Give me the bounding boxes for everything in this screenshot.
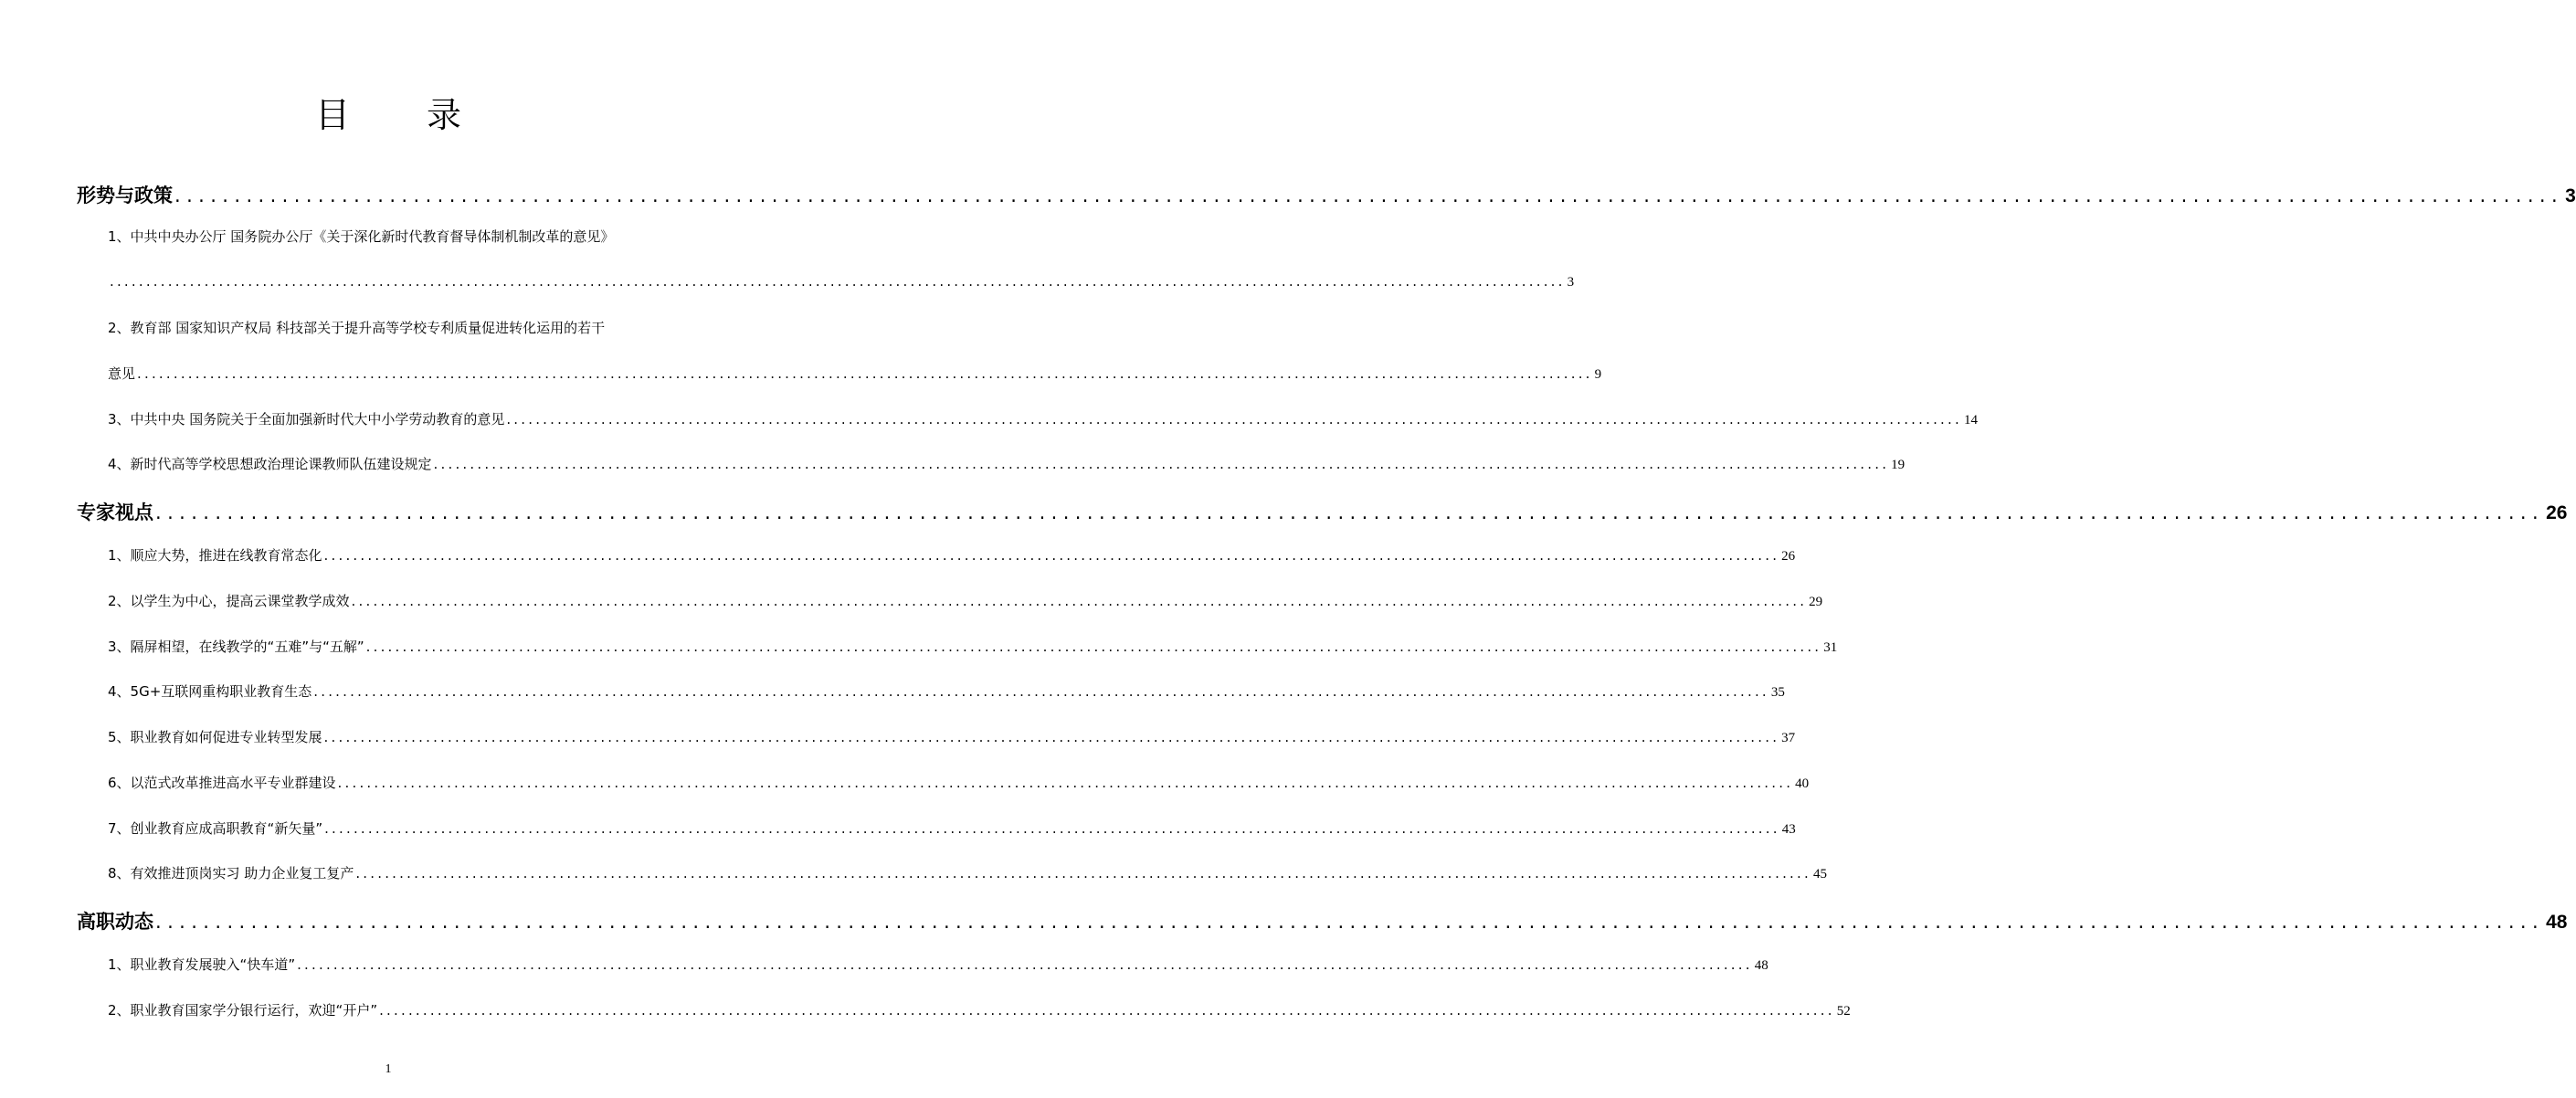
toc-item[interactable] <box>108 409 1978 431</box>
toc-item[interactable] <box>108 454 1906 476</box>
toc-item-page: 40 <box>1795 776 1810 791</box>
toc-item-page: 52 <box>1836 1004 1851 1019</box>
toc-item-page: 43 <box>1781 822 1796 837</box>
toc-item-page: 26 <box>1781 549 1796 564</box>
toc-item-text: 8、有效推进顶岗实习 助力企业复工复产 <box>108 865 354 882</box>
toc-item-page: 45 <box>1812 867 1827 882</box>
dot-leader: ........................................................................................................................................................................................................ <box>174 185 2564 206</box>
toc-item-page: 19 <box>1891 458 1906 472</box>
toc-item-page: 29 <box>1809 595 1823 609</box>
dot-leader: ........................................................................................................................................................................................................ <box>379 1002 1835 1019</box>
toc-item[interactable] <box>108 637 1838 659</box>
toc-item-page: 37 <box>1781 731 1796 745</box>
toc-item-page: 48 <box>1754 958 1768 973</box>
section-label: 专家视点 <box>77 501 153 523</box>
toc-item-text: 3、中共中央 国务院关于全面加强新时代大中小学劳动教育的意见 <box>108 411 505 428</box>
toc-item-page: 9 <box>1594 367 1602 382</box>
toc-item[interactable] <box>108 364 1602 385</box>
dot-leader: ........................................................................................................................................................................................................ <box>323 729 1780 745</box>
toc-item-page: 14 <box>1963 413 1978 428</box>
toc-item-page: 35 <box>1770 685 1785 700</box>
toc-item-text: 6、以范式改革推进高水平专业群建设 <box>108 775 336 791</box>
dot-leader: ........................................................................................................................................................................................................ <box>155 501 2545 523</box>
dot-leader: ........................................................................................................................................................................................................ <box>337 775 1794 791</box>
dot-leader: ........................................................................................................................................................................................................ <box>313 683 1769 700</box>
toc-item[interactable] <box>108 818 1796 840</box>
page-title: 目 录 <box>314 95 495 135</box>
toc-item-text[interactable]: 1、中共中央办公厅 国务院办公厅《关于深化新时代教育督导体制机制改革的意见》 <box>108 228 615 245</box>
toc-item[interactable] <box>108 773 1810 795</box>
section-page-number: 26 <box>2546 502 2568 523</box>
section-page-number: 3 <box>2565 185 2576 206</box>
dot-leader: ........................................................................................................................................................................................................ <box>110 273 1566 290</box>
toc-item-text: 1、职业教育发展驶入“快车道” <box>108 956 296 973</box>
toc-item-text: 1、顺应大势，推进在线教育常态化 <box>108 547 322 564</box>
toc-item[interactable] <box>108 545 1796 567</box>
toc-item[interactable] <box>108 727 1796 749</box>
dot-leader: ........................................................................................................................................................................................................ <box>365 639 1822 655</box>
section-page-number: 48 <box>2546 912 2568 933</box>
toc-item-text: 4、新时代高等学校思想政治理论课教师队伍建设规定 <box>108 456 432 472</box>
dot-leader: ........................................................................................................................................................................................................ <box>137 365 1593 382</box>
toc-item-text: 2、以学生为中心，提高云课堂教学成效 <box>108 593 350 609</box>
toc-item[interactable] <box>108 1000 1851 1022</box>
toc-item-text: 4、5G+互联网重构职业教育生态 <box>108 683 312 700</box>
toc-item-text[interactable]: 2、教育部 国家知识产权局 科技部关于提升高等学校专利质量促进转化运用的若干 <box>108 320 606 336</box>
toc-item-text: 3、隔屏相望，在线教学的“五难”与“五解” <box>108 639 364 655</box>
toc-item-text: 2、职业教育国家学分银行运行，欢迎“开户” <box>108 1002 378 1019</box>
dot-leader: ........................................................................................................................................................................................................ <box>433 456 1890 472</box>
toc-item[interactable] <box>108 591 1823 613</box>
toc-item[interactable] <box>108 273 1575 295</box>
dot-leader: ........................................................................................................................................................................................................ <box>506 411 1962 428</box>
dot-leader: ........................................................................................................................................................................................................ <box>323 547 1780 564</box>
dot-leader: ........................................................................................................................................................................................................ <box>297 956 1753 973</box>
page-number: 1 <box>385 1062 392 1076</box>
toc-item[interactable] <box>108 863 1827 885</box>
toc-item[interactable] <box>108 681 1785 703</box>
section-label: 高职动态 <box>77 911 153 933</box>
toc-item[interactable] <box>108 955 1768 977</box>
dot-leader: ........................................................................................................................................................................................................ <box>155 911 2545 933</box>
dot-leader: ........................................................................................................................................................................................................ <box>355 865 1811 882</box>
toc-item-page: 31 <box>1823 640 1838 655</box>
toc-section-news[interactable] <box>77 907 2568 934</box>
toc-item-text: 5、职业教育如何促进专业转型发展 <box>108 729 322 745</box>
section-label: 形势与政策 <box>77 185 173 206</box>
toc-section-policy[interactable] <box>77 181 2576 208</box>
toc-item-page: 3 <box>1567 275 1575 290</box>
toc-item-text: 7、创业教育应成高职教育“新矢量” <box>108 820 323 837</box>
dot-leader: ........................................................................................................................................................................................................ <box>324 820 1780 837</box>
toc-item-text: 意见 <box>108 365 136 382</box>
dot-leader: ........................................................................................................................................................................................................ <box>351 593 1808 609</box>
toc-section-experts[interactable] <box>77 498 2568 525</box>
